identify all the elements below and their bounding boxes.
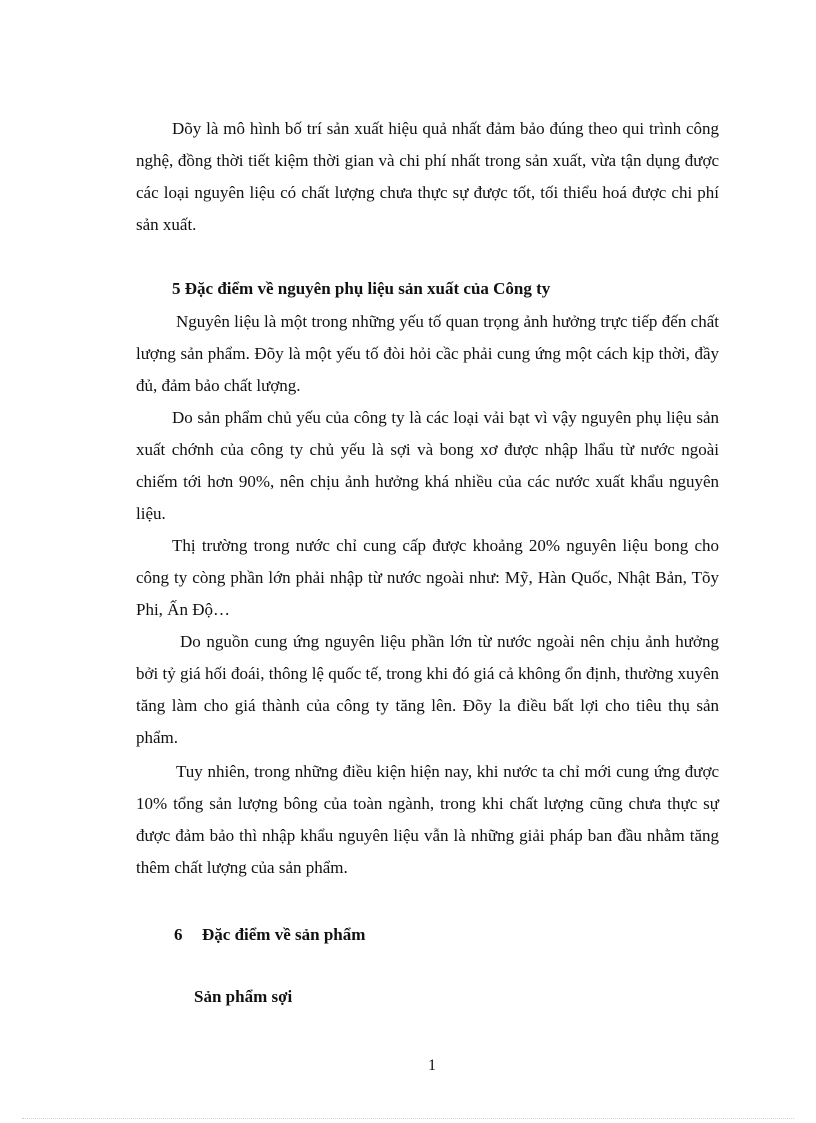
subsection-heading-yarn: Sản phẩm sợi [194,987,293,1006]
page-bottom-divider [22,1118,794,1119]
section-heading-6: Đặc điểm về sản phẩm [202,925,366,944]
paragraph-raw-material-importance: Nguyên liệu là một trong những yếu tố quan trọng ảnh hưởng trực tiếp đến chất lượng sản phẩm. Đõy là một yếu tố đòi hỏi cầc phải cung ứng một cách kịp thời, đầy đủ, đảm bảo chất lượng. [136,312,719,395]
paragraph-import-dependence: Do sản phẩm chủ yếu của công ty là các loại vải bạt vì vậy nguyên phụ liệu sản xuất chớnh của công ty chủ yếu là sợi và bong xơ được nhập lhẩu từ nước ngoài chiếm tới hơn 90%, nên chịu ảnh hưởng khá nhiều của các nước xuất khẩu nguyên liệu. [136,408,719,523]
paragraph-domestic-supply: Thị trường trong nước chỉ cung cấp được khoảng 20% nguyên liệu bong cho công ty còng phần lớn phải nhập từ nước ngoài như: Mỹ, Hàn Quốc, Nhật Bản, Tõy Phi, Ấn Độ… [136,536,719,619]
paragraph-layout-summary: Dõy là mô hình bố trí sản xuất hiệu quả nhất đảm bảo đúng theo qui trình công nghệ, đồng thời tiết kiệm thời gian và chi phí nhất trong sản xuất, vừa tận dụng được các loại nguyên liệu có chất lượng chưa thực sự được tốt, tối thiểu hoá được chi phí sản xuất. [136,119,719,234]
page-number: 1 [428,1057,436,1074]
section-heading-5: 5 Đặc điểm về nguyên phụ liệu sản xuất của Công ty [172,279,551,298]
paragraph-exchange-rate-impact: Do nguồn cung ứng nguyên liệu phần lớn từ nước ngoài nên chịu ảnh hưởng bởi tỷ giá hối đoái, thông lệ quốc tế, trong khi đó giá cả không ổn định, thường xuyên tăng làm cho giá thành của công ty tăng lên. Đõy la điều bất lợi cho tiêu thụ sản phẩm. [136,632,719,747]
paragraph-current-conditions: Tuy nhiên, trong những điều kiện hiện nay, khi nước ta chỉ mới cung ứng được 10% tổng sản lượng bông của toàn ngành, trong khi chất lượng cũng chưa thực sự được đảm bảo thì nhập khẩu nguyên liệu vẫn là những giải pháp ban đầu nhằm tăng thêm chất lượng của sản phẩm. [136,762,719,877]
section-heading-6-number: 6 [174,925,183,944]
